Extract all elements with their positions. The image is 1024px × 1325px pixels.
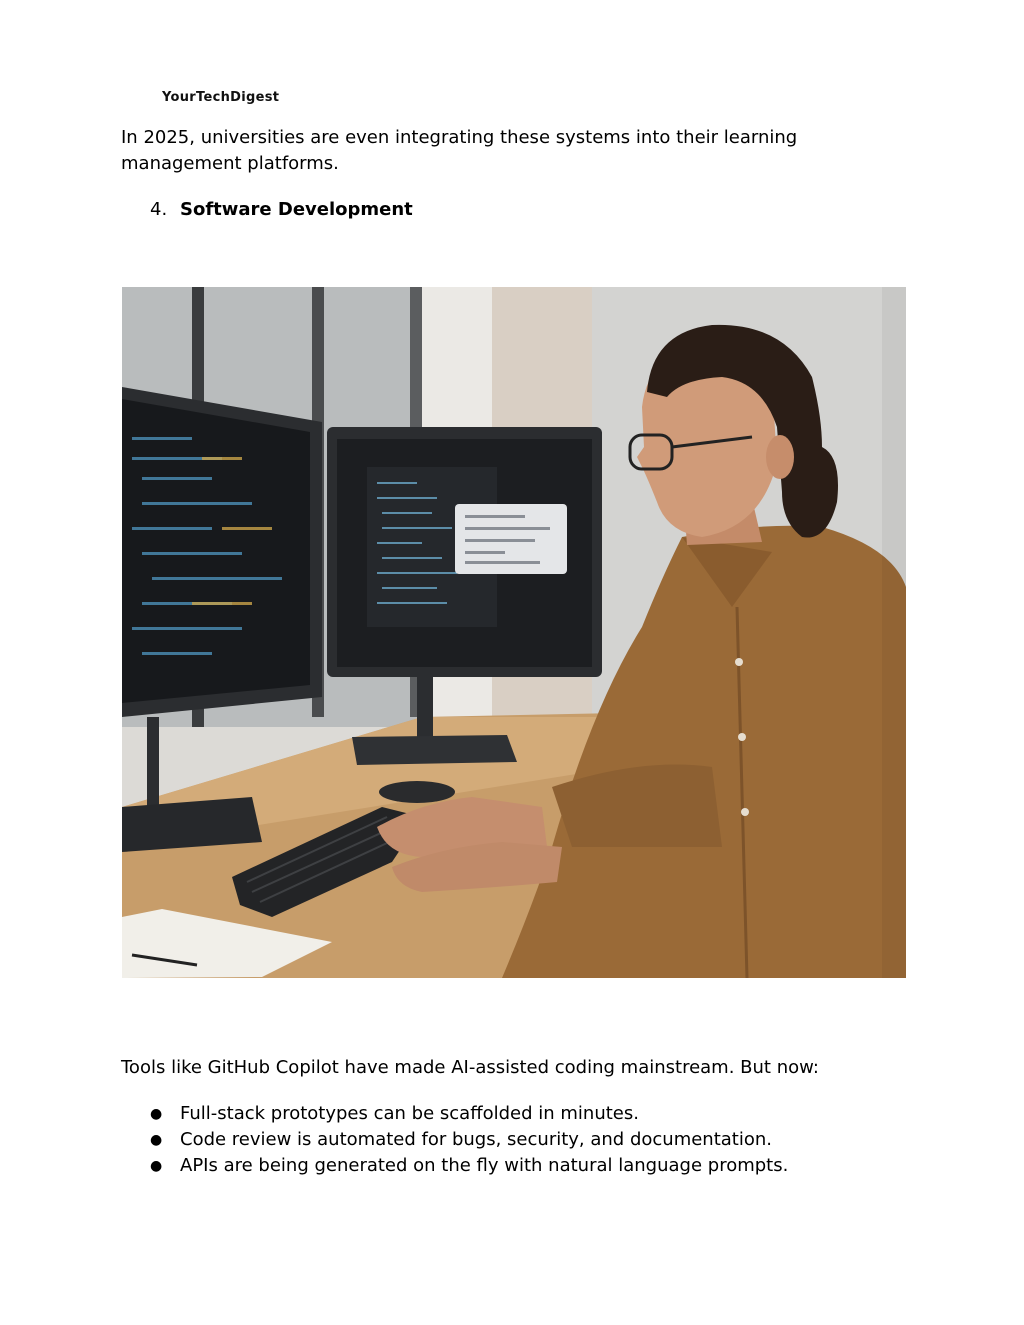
list-item-text: APIs are being generated on the fly with natural language prompts. bbox=[180, 1155, 789, 1176]
developer-photo bbox=[122, 287, 906, 978]
list-item bbox=[150, 1127, 788, 1153]
list-item bbox=[150, 1153, 788, 1179]
bullet-list bbox=[150, 1101, 788, 1179]
list-number: 4. bbox=[150, 199, 168, 220]
bullet-icon: ● bbox=[150, 1132, 163, 1148]
list-item-text: Full-stack prototypes can be scaffolded in minutes. bbox=[180, 1103, 639, 1124]
bullet-icon: ● bbox=[150, 1106, 163, 1122]
bullet-icon: ● bbox=[150, 1158, 163, 1174]
section-heading: Software Development bbox=[180, 199, 413, 220]
list-item-text: Code review is automated for bugs, security, and documentation. bbox=[180, 1129, 773, 1150]
tools-paragraph: Tools like GitHub Copilot have made AI-assisted coding mainstream. But now: bbox=[121, 1057, 819, 1078]
site-logo: YourTechDigest bbox=[162, 90, 280, 105]
intro-paragraph: In 2025, universities are even integrating these systems into their learning management platforms. bbox=[121, 127, 798, 174]
list-item bbox=[150, 1101, 788, 1127]
numbered-list-item bbox=[150, 197, 413, 223]
